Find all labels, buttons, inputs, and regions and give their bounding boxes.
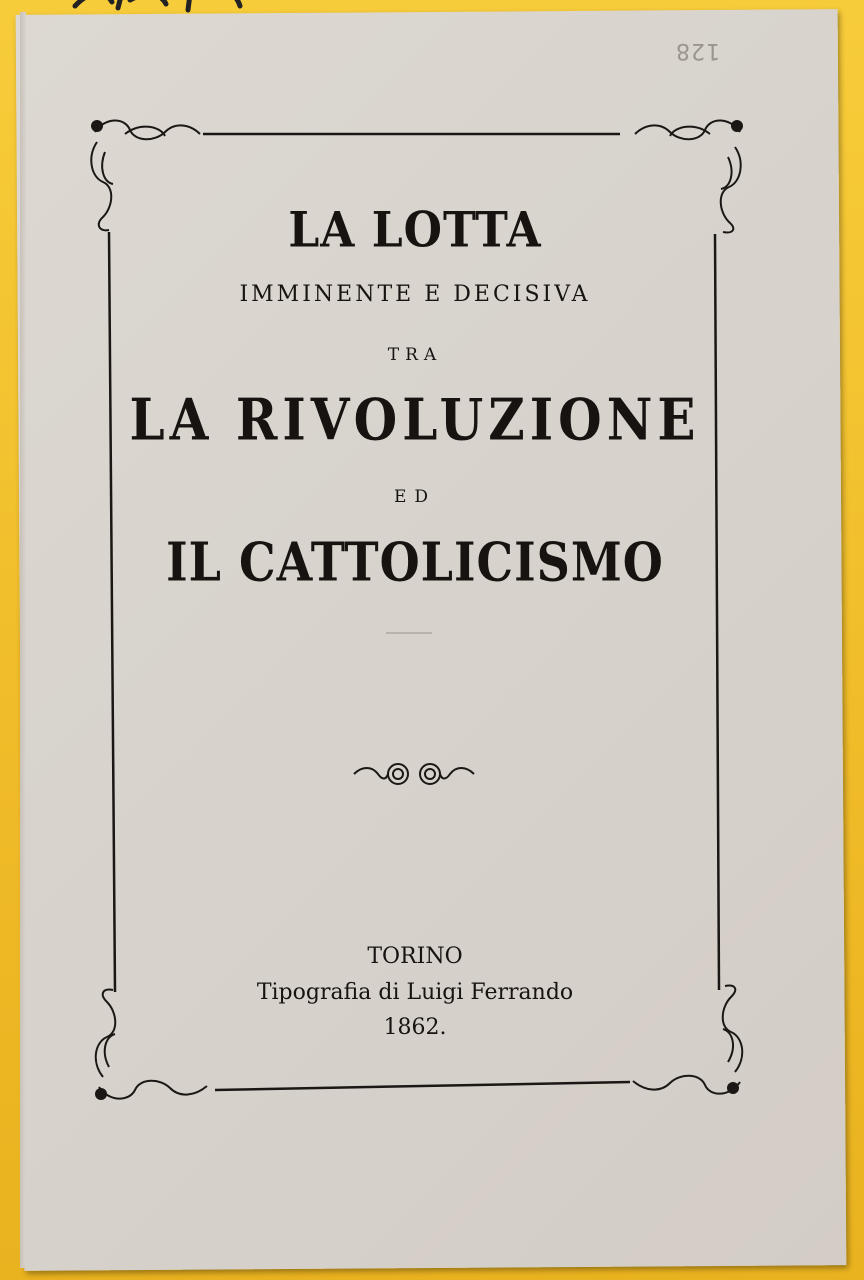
faint-rule [386, 632, 432, 634]
title-il-cattolicismo: IL CATTOLICISMO [166, 530, 664, 594]
connector-tra: TRA [387, 345, 443, 365]
imprint-city: TORINO [367, 944, 463, 969]
imprint-year: 1862. [383, 1015, 447, 1040]
imprint-printer: Tipografia di Luigi Ferrando [256, 980, 574, 1005]
connector-ed: ED [393, 487, 437, 507]
booklet-spine-edge [20, 12, 26, 1268]
pencil-annotation: 128 [675, 38, 720, 63]
title-la-lotta: LA LOTTA [288, 202, 542, 259]
title-la-rivoluzione: LA RIVOLUZIONE [129, 385, 701, 454]
subtitle-imminente: IMMINENTE E DECISIVA [239, 282, 591, 307]
center-ornament [352, 756, 476, 792]
